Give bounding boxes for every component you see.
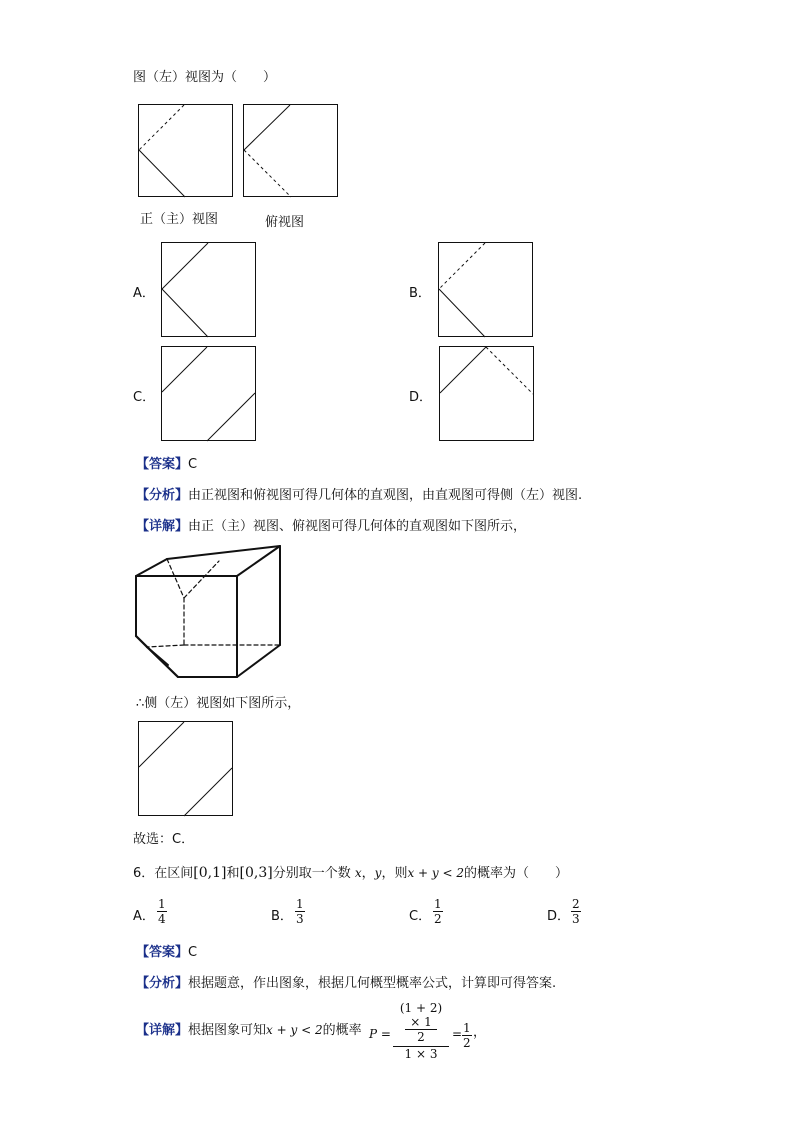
numerator: 1 (463, 1021, 471, 1035)
interval-2: [0,3] (239, 865, 273, 881)
side-view-statement: ∴侧（左）视图如下图所示， (136, 696, 301, 711)
detail-text: 由正（主）视图、俯视图可得几何体的直观图如下图所示， (188, 519, 527, 534)
option-b-figure (438, 242, 534, 338)
numerator: 2 (572, 897, 580, 911)
denominator: 3 (572, 912, 580, 926)
denominator: 3 (296, 912, 304, 926)
q6-prob: 的概率为（ ） (464, 866, 569, 881)
analysis-tag: 【分析】 (136, 976, 189, 991)
option-b-label: B． (409, 286, 431, 301)
var-x: x (354, 866, 362, 880)
denominator: 4 (158, 912, 166, 926)
front-view-caption: 正（主）视图 (140, 212, 219, 227)
answer-text: C (188, 945, 198, 960)
q6-and: 和 (226, 866, 240, 881)
option-c-figure (161, 346, 257, 442)
q6-option-d-label: D． (547, 909, 571, 924)
option-c-label: C． (133, 390, 156, 405)
analysis-tag: 【分析】 (136, 488, 189, 503)
option-d-label: D． (409, 390, 433, 405)
analysis-text: 由正视图和俯视图可得几何体的直观图，由直观图可得侧（左）视图. (188, 488, 583, 503)
numerator: 1 (296, 897, 304, 911)
option-a-figure (161, 242, 257, 338)
inner-denominator: 2 (405, 1029, 437, 1044)
formula-p: P = (369, 1027, 391, 1041)
detail-tag: 【详解】 (136, 1023, 189, 1038)
top-view-figure (243, 104, 339, 198)
q6-analysis-line (136, 972, 556, 991)
formula-equals: = (452, 1027, 463, 1041)
side-view-figure (138, 721, 234, 817)
inequality: x + y < 2 (266, 1023, 323, 1037)
numerator: 1 (158, 897, 166, 911)
q6-option-a-fraction (157, 897, 167, 926)
numerator: 1 (434, 897, 442, 911)
q6-option-b-fraction (295, 897, 305, 926)
analysis-text: 根据题意，作出图象，根据几何概型概率公式，计算即可得答案. (188, 976, 557, 991)
option-a-label: A． (133, 286, 155, 301)
q6-answer-line (136, 941, 197, 960)
q6-then: ，则 (381, 866, 408, 881)
detail-text-2: 的概率 (322, 1023, 362, 1038)
answer-tag: 【答案】 (136, 945, 189, 960)
formula-tail: ， (473, 1025, 487, 1040)
interval-1: [0,1] (193, 865, 227, 881)
solid-figure (134, 543, 286, 679)
front-view-figure (138, 104, 234, 198)
detail-text: 根据图象可知 (188, 1023, 267, 1038)
question-text: 图（左）视图为（ ） (133, 70, 277, 85)
detail-line (136, 515, 526, 534)
formula-result-fraction (462, 1021, 472, 1050)
inner-numerator: (1 + 2) × 1 (399, 1001, 443, 1029)
q6-take: 分别取一个数 (272, 866, 351, 881)
answer-line (136, 453, 197, 472)
question-6-text (133, 862, 568, 881)
answer-tag: 【答案】 (136, 457, 189, 472)
analysis-line (136, 484, 582, 503)
q6-number: 6．在区间 (133, 866, 194, 881)
q6-detail-line (136, 1019, 362, 1038)
q6-option-c-label: C． (409, 909, 432, 924)
formula-complex-fraction (393, 1001, 449, 1061)
denominator: 2 (434, 912, 442, 926)
q6-option-d-fraction (571, 897, 581, 926)
var-y: y (374, 866, 382, 880)
denominator: 2 (463, 1036, 471, 1050)
answer-text: C (188, 457, 198, 472)
inequality: x + y < 2 (407, 866, 465, 880)
option-d-figure (439, 346, 535, 442)
q6-option-b-label: B． (271, 909, 293, 924)
outer-denominator: 1 × 3 (393, 1046, 449, 1061)
q6-comma: ， (361, 866, 375, 881)
q6-option-c-fraction (433, 897, 443, 926)
detail-tag: 【详解】 (136, 519, 189, 534)
top-view-caption: 俯视图 (265, 215, 305, 230)
q6-option-a-label: A． (133, 909, 155, 924)
conclusion: 故选：C． (133, 832, 195, 847)
